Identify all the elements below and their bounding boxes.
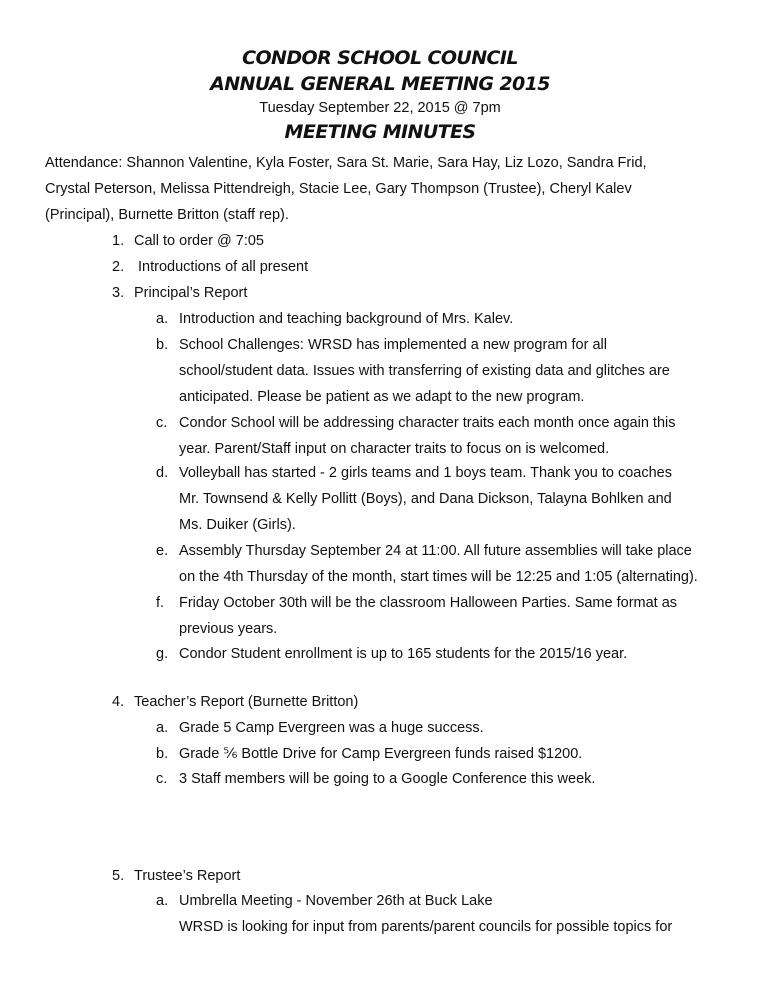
sub-item-letter: f. — [156, 595, 165, 611]
attendance-line: Crystal Peterson, Melissa Pittendreigh, Stacie Lee, Gary Thompson (Trustee), Cheryl Kalev — [45, 181, 632, 197]
sub-item-letter: e. — [156, 543, 169, 559]
item-number: 5. — [112, 868, 125, 884]
trustee-item-line: Umbrella Meeting - November 26th at Buck Lake — [179, 893, 493, 909]
item-number: 3. — [112, 285, 125, 301]
council-name: CONDOR SCHOOL COUNCIL — [242, 47, 518, 69]
sub-item-letter: a. — [156, 893, 169, 909]
principal-item-line: Introduction and teaching background of Mrs. Kalev. — [179, 311, 514, 327]
principal-item-line: Ms. Duiker (Girls). — [179, 517, 296, 533]
sub-item-letter: b. — [156, 337, 169, 353]
sub-item-letter: a. — [156, 720, 169, 736]
agenda-item-call-to-order: Call to order @ 7:05 — [134, 233, 264, 249]
trustee-item-line: WRSD is looking for input from parents/parent councils for possible topics for — [179, 919, 673, 935]
sub-item-letter: c. — [156, 771, 168, 787]
sub-item-letter: c. — [156, 415, 168, 431]
principal-item-line: anticipated. Please be patient as we adapt to the new program. — [179, 389, 585, 405]
principal-item-line: year. Parent/Staff input on character traits to focus on is welcomed. — [179, 441, 610, 457]
principal-item-line: Condor School will be addressing character traits each month once again this — [179, 415, 676, 431]
agenda-item-trustee-report: Trustee’s Report — [134, 868, 241, 884]
item-number: 2. — [112, 259, 125, 275]
attendance-line: Attendance: Shannon Valentine, Kyla Foster, Sara St. Marie, Sara Hay, Liz Lozo, Sandra Frid, — [45, 155, 647, 171]
teacher-item-line: 3 Staff members will be going to a Google Conference this week. — [179, 771, 596, 787]
teacher-item-line: Grade 5 Camp Evergreen was a huge success. — [179, 720, 484, 736]
item-number: 4. — [112, 694, 125, 710]
teacher-item-line: Grade ⅚ Bottle Drive for Camp Evergreen funds raised $1200. — [179, 746, 583, 762]
meeting-title: ANNUAL GENERAL MEETING 2015 — [210, 73, 550, 95]
principal-item-line: Assembly Thursday September 24 at 11:00. All future assemblies will take place — [179, 543, 692, 559]
principal-item-line: Volleyball has started - 2 girls teams and 1 boys team. Thank you to coaches — [179, 465, 672, 481]
document-type-heading: MEETING MINUTES — [284, 121, 476, 143]
agenda-item-teacher-report: Teacher’s Report (Burnette Britton) — [134, 694, 359, 710]
principal-item-line: Friday October 30th will be the classroom Halloween Parties. Same format as — [179, 595, 678, 611]
principal-item-line: on the 4th Thursday of the month, start times will be 12:25 and 1:05 (alternating). — [179, 569, 698, 585]
agenda-item-introductions: Introductions of all present — [134, 259, 309, 275]
sub-item-letter: b. — [156, 746, 169, 762]
meeting-date: Tuesday September 22, 2015 @ 7pm — [259, 100, 501, 116]
sub-item-letter: a. — [156, 311, 169, 327]
principal-item-line: Condor Student enrollment is up to 165 students for the 2015/16 year. — [179, 646, 628, 662]
item-number: 1. — [112, 233, 125, 249]
principal-item-line: previous years. — [179, 621, 278, 637]
attendance-line: (Principal), Burnette Britton (staff rep). — [45, 207, 289, 223]
principal-item-line: school/student data. Issues with transferring of existing data and glitches are — [179, 363, 670, 379]
principal-item-line: Mr. Townsend & Kelly Pollitt (Boys), and Dana Dickson, Talayna Bohlken and — [179, 491, 672, 507]
sub-item-letter: g. — [156, 646, 169, 662]
principal-item-line: School Challenges: WRSD has implemented a new program for all — [179, 337, 607, 353]
sub-item-letter: d. — [156, 465, 169, 481]
agenda-item-principal-report: Principal’s Report — [134, 285, 248, 301]
